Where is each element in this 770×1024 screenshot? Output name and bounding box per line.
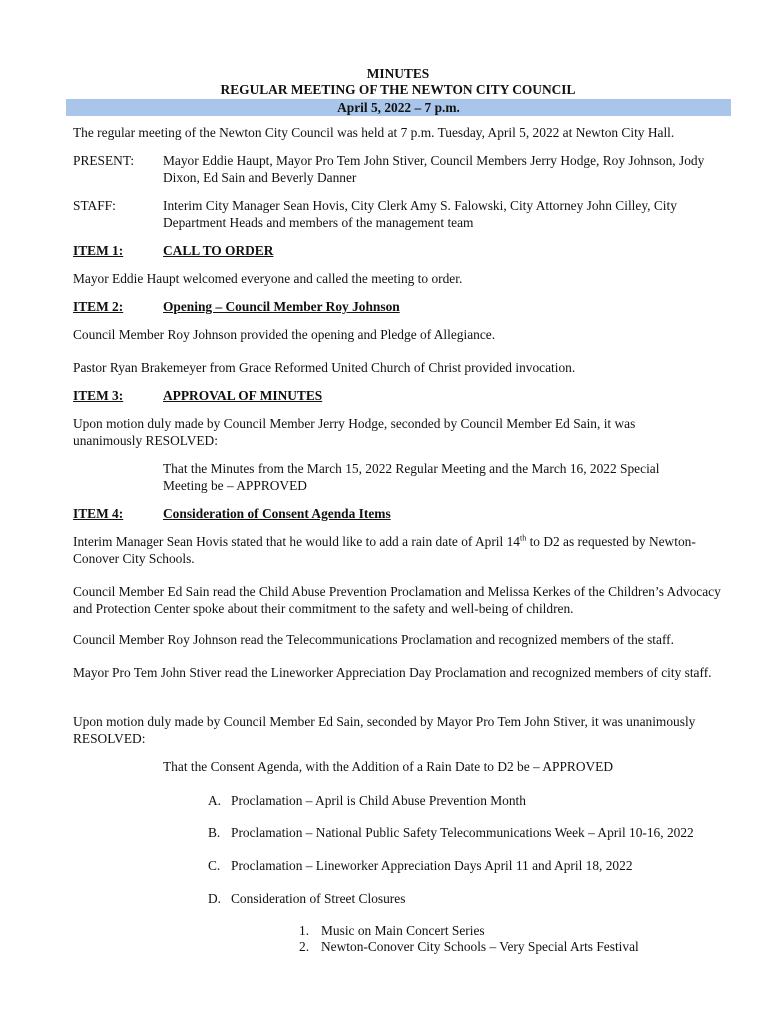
list-item-text: Proclamation – Lineworker Appreciation Days April 11 and April 18, 2022: [231, 858, 633, 873]
list-marker: A.: [208, 793, 222, 808]
meeting-date-band: April 5, 2022 – 7 p.m.: [66, 99, 731, 116]
list-item: [208, 858, 728, 875]
staff-label: STAFF:: [73, 198, 116, 213]
list-marker: B.: [208, 825, 221, 840]
sublist-item: [299, 923, 719, 940]
item-4-motion-paragraph: Upon motion duly made by Council Member Ed Sain, seconded by Mayor Pro Tem John Stiver, it was unanimously RESOLVED:: [73, 714, 696, 746]
item-4-lineworker-paragraph: Mayor Pro Tem John Stiver read the Lineworker Appreciation Day Proclamation and recognized members of city staff.: [73, 665, 712, 680]
rain-date-superscript: th: [519, 533, 527, 543]
list-item: [208, 825, 728, 842]
item-4-resolution: That the Consent Agenda, with the Addition of a Rain Date to D2 be – APPROVED: [163, 759, 614, 774]
rain-date-text-start: Interim Manager Sean Hovis stated that he would like to add a rain date of April 14: [73, 534, 520, 549]
present-list: Mayor Eddie Haupt, Mayor Pro Tem John Stiver, Council Members Jerry Hodge, Roy Johnson, Jody Dixon, Ed Sain and Beverly Danner: [163, 153, 705, 185]
list-item: [208, 793, 728, 810]
item-4-child-abuse-paragraph: Council Member Ed Sain read the Child Abuse Prevention Proclamation and Melissa Kerkes of the Children’s Advocacy and Protection Center spoke about their commitment to the safety and well-being of children.: [73, 584, 721, 616]
item-4-label: ITEM 4:: [73, 506, 124, 521]
list-item: [208, 891, 728, 908]
item-2-heading: Opening – Council Member Roy Johnson: [163, 299, 400, 314]
intro-paragraph: The regular meeting of the Newton City Council was held at 7 p.m. Tuesday, April 5, 2022 at Newton City Hall.: [73, 125, 675, 140]
present-label: PRESENT:: [73, 153, 135, 168]
item-1-heading: CALL TO ORDER: [163, 243, 274, 258]
item-3-resolution: That the Minutes from the March 15, 2022 Regular Meeting and the March 16, 2022 Special Meeting be – APPROVED: [163, 461, 660, 493]
list-marker: D.: [208, 891, 222, 906]
list-item-text: Consideration of Street Closures: [231, 891, 406, 906]
item-3-heading: APPROVAL OF MINUTES: [163, 388, 323, 403]
item-4-telecom-paragraph: Council Member Roy Johnson read the Telecommunications Proclamation and recognized members of the staff.: [73, 632, 674, 647]
item-1-text: Mayor Eddie Haupt welcomed everyone and called the meeting to order.: [73, 271, 463, 286]
sublist-item-text: Newton-Conover City Schools – Very Special Arts Festival: [321, 939, 639, 954]
list-item-text: Proclamation – April is Child Abuse Prevention Month: [231, 793, 526, 808]
rain-date-text-end: to D2 as requested by Newton-Conover City Schools.: [73, 534, 696, 566]
document-subtitle: REGULAR MEETING OF THE NEWTON CITY COUNCIL: [220, 82, 576, 97]
sublist-marker: 2.: [299, 939, 310, 954]
sublist-marker: 1.: [299, 923, 310, 938]
item-2-label: ITEM 2:: [73, 299, 124, 314]
item-1-label: ITEM 1:: [73, 243, 124, 258]
staff-list: Interim City Manager Sean Hovis, City Clerk Amy S. Falowski, City Attorney John Cilley, City Department Heads and members of the management team: [163, 198, 677, 230]
item-3-motion: Upon motion duly made by Council Member Jerry Hodge, seconded by Council Member Ed Sain, it was unanimously RESOLVED:: [73, 416, 636, 448]
item-4-heading: Consideration of Consent Agenda Items: [163, 506, 391, 521]
list-marker: C.: [208, 858, 221, 873]
sublist-item-text: Music on Main Concert Series: [321, 923, 485, 938]
item-2-opening-text: Council Member Roy Johnson provided the opening and Pledge of Allegiance.: [73, 327, 496, 342]
item-2-invocation-text: Pastor Ryan Brakemeyer from Grace Reformed United Church of Christ provided invocation.: [73, 360, 576, 375]
item-4-rain-date-paragraph: [73, 534, 729, 567]
item-3-label: ITEM 3:: [73, 388, 124, 403]
sublist-item: [299, 939, 719, 956]
list-item-text: Proclamation – National Public Safety Telecommunications Week – April 10-16, 2022: [231, 825, 694, 840]
document-title: MINUTES: [366, 66, 430, 81]
